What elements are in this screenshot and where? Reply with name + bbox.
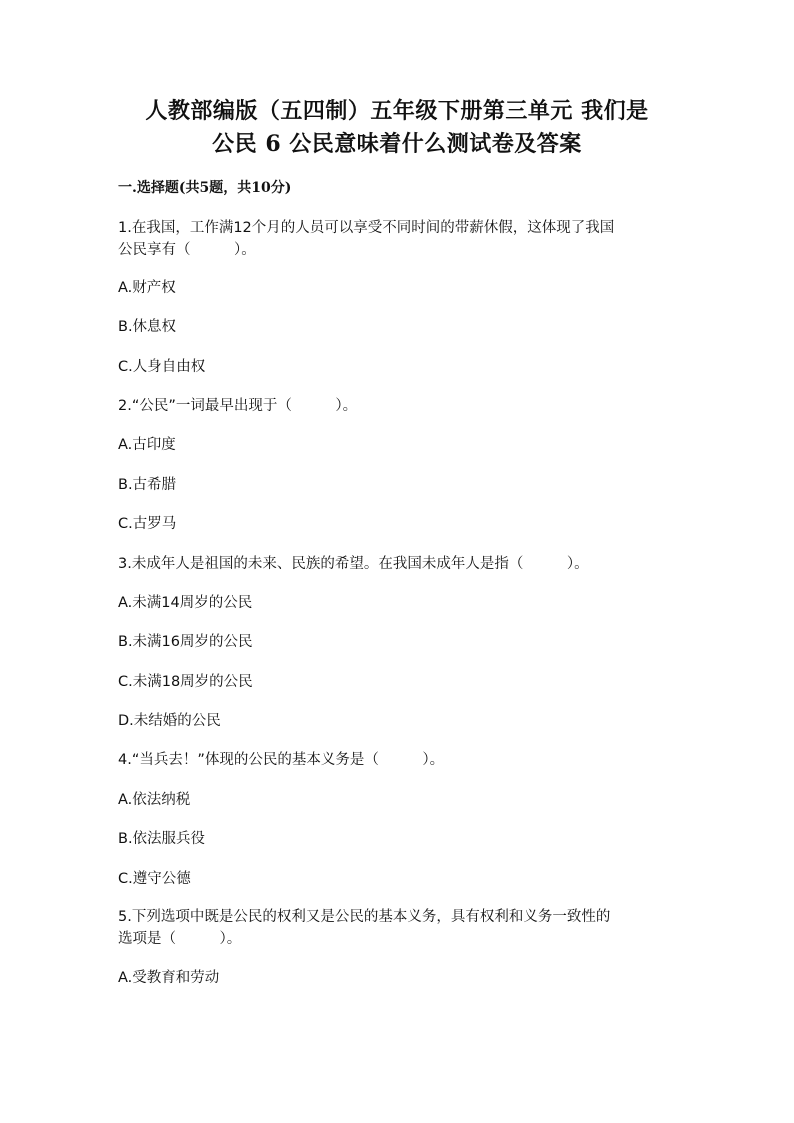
question-3-text: 3.未成年人是祖国的未来、民族的希望。在我国未成年人是指（ ）。 [118, 556, 589, 572]
question-1-text-line-2: 公民享有（ ）。 [118, 242, 256, 258]
section-heading: 一.选择题(共5题，共10分) [118, 180, 292, 196]
question-2-option-b: B.古希腊 [118, 477, 177, 493]
question-3-option-b: B.未满16周岁的公民 [118, 634, 253, 650]
question-4-text: 4.“当兵去！”体现的公民的基本义务是（ ）。 [118, 752, 445, 768]
question-5-text-line-2: 选项是（ ）。 [118, 931, 242, 947]
question-1-option-b: B.休息权 [118, 319, 177, 335]
question-4-option-c: C.遵守公德 [118, 871, 191, 887]
question-4-option-b: B.依法服兵役 [118, 831, 206, 847]
document-title-line-2: 公民 6 公民意味着什么测试卷及答案 [212, 131, 582, 157]
question-2-option-c: C.古罗马 [118, 516, 177, 532]
question-1-option-c: C.人身自由权 [118, 359, 206, 375]
question-2-text: 2.“公民”一词最早出现于（ ）。 [118, 398, 358, 414]
question-5-option-a: A.受教育和劳动 [118, 970, 220, 986]
question-3-option-a: A.未满14周岁的公民 [118, 595, 253, 611]
question-4-option-a: A.依法纳税 [118, 792, 191, 808]
question-3-option-c: C.未满18周岁的公民 [118, 674, 253, 690]
question-1-option-a: A.财产权 [118, 280, 176, 296]
question-5-text-line-1: 5.下列选项中既是公民的权利又是公民的基本义务，具有权利和义务一致性的 [118, 909, 611, 925]
question-2-option-a: A.古印度 [118, 437, 176, 453]
question-3-option-d: D.未结婚的公民 [118, 713, 221, 729]
question-1-text-line-1: 1.在我国，工作满12个月的人员可以享受不同时间的带薪休假，这体现了我国 [118, 220, 615, 236]
document-title-line-1: 人教部编版（五四制）五年级下册第三单元 我们是 [145, 98, 649, 124]
